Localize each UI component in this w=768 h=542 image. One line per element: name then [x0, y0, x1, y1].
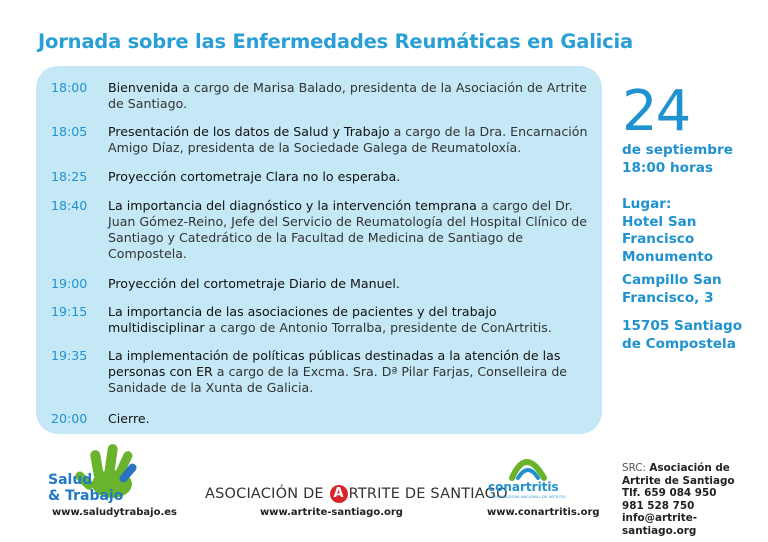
source-contact-block [622, 462, 768, 537]
schedule-text [108, 411, 588, 427]
schedule-text [108, 198, 588, 262]
schedule-panel [36, 66, 602, 434]
source-prefix: SRC: [622, 462, 650, 474]
city-line: de Compostela [622, 335, 736, 352]
event-day: 24 [622, 79, 690, 144]
source-phone: 981 528 750 [622, 499, 695, 512]
conartritis-url-link[interactable]: www.conartritis.org [487, 507, 600, 518]
schedule-time: 19:15 [51, 304, 88, 319]
venue-line: Francisco [622, 231, 695, 247]
schedule-text [108, 348, 588, 396]
venue-line: Hotel San [622, 213, 697, 230]
city-block [622, 318, 742, 353]
schedule-time: 18:25 [51, 169, 88, 184]
venue-block [622, 196, 713, 266]
salud-logo-line: Salud [48, 472, 93, 488]
event-hour: 18:00 horas [622, 159, 713, 176]
schedule-lead: Presentación de los datos de Salud y Trabajo [108, 124, 390, 139]
schedule-lead: Cierre. [108, 411, 150, 426]
schedule-text [108, 276, 588, 292]
schedule-rest: a cargo de Marisa Balado, presidenta de la Asociación de Artrite de Santiago. [108, 80, 587, 111]
conartritis-logo-subtitle: COORDINADORA NACIONAL DE ARTRITIS [488, 495, 566, 499]
schedule-lead: Bienvenida [108, 80, 179, 95]
schedule-lead: La implementación de políticas públicas destinadas a la atención de las personas con ER [108, 348, 561, 379]
salud-logo-text [48, 472, 123, 504]
asociacion-url-link[interactable]: www.artrite-santiago.org [260, 507, 403, 518]
schedule-time: 19:35 [51, 348, 88, 363]
address-line: Francisco, 3 [622, 289, 714, 306]
schedule-text [108, 304, 588, 336]
schedule-text [108, 80, 588, 112]
event-month: de septiembre [622, 142, 733, 158]
asociacion-logo [205, 485, 508, 503]
city-line: 15705 Santiago [622, 318, 743, 334]
schedule-rest: a cargo del Dr. Juan Gómez-Reino, Jefe del Servicio de Reumatología del Hospital Clínico de Santiago y Catedrático de la Facultad de Medicina de Santiago de Compostela. [108, 198, 588, 261]
source-org: Asociación de Artrite de Santiago [622, 462, 735, 487]
schedule-rest: a cargo de Antonio Torralba, presidente de ConArtritis. [204, 320, 552, 335]
venue-line: Monumento [622, 248, 714, 265]
source-email-link[interactable]: info@artrite-santiago.org [622, 512, 698, 537]
schedule-text [108, 169, 588, 185]
event-date-block [622, 142, 733, 177]
schedule-rest: a cargo de la Dra. Encarnación Amigo Díaz, presidenta de la Sociedade Galega de Reumatoloxía. [108, 124, 588, 155]
schedule-lead: Proyección cortometraje Clara no lo esperaba. [108, 169, 401, 184]
schedule-lead: La importancia de las asociaciones de pacientes y del trabajo multidisciplinar [108, 304, 497, 335]
salud-logo-line: & Trabajo [48, 488, 124, 504]
schedule-time: 19:00 [51, 276, 88, 291]
schedule-time: 18:00 [51, 80, 88, 95]
page-title: Jornada sobre las Enfermedades Reumáticas en Galicia [38, 30, 633, 53]
conartritis-arch-icon [488, 444, 578, 510]
salud-url-link[interactable]: www.saludytrabajo.es [52, 507, 177, 518]
asociacion-logo-text: RTRITE DE SANTIAGO [348, 486, 508, 502]
schedule-lead: Proyección del cortometraje Diario de Manuel. [108, 276, 400, 291]
address-line: Campillo San [622, 272, 722, 288]
schedule-time: 18:40 [51, 198, 88, 213]
schedule-time: 18:05 [51, 124, 88, 139]
schedule-text [108, 124, 588, 156]
asociacion-logo-text: ASOCIACIÓN DE [205, 486, 329, 502]
schedule-lead: La importancia del diagnóstico y la intervención temprana [108, 198, 477, 213]
schedule-time: 20:00 [51, 411, 88, 426]
conartritis-logo-text: conartritis [488, 480, 559, 494]
schedule-rest: a cargo de la Excma. Sra. Dª Pilar Farjas, Conselleira de Sanidade de la Xunta de Galicia. [108, 364, 568, 395]
venue-label: Lugar: [622, 196, 672, 212]
address-block [622, 272, 722, 307]
source-phone: Tlf. 659 084 950 [622, 487, 717, 499]
asociacion-logo-letter: A [330, 485, 348, 503]
